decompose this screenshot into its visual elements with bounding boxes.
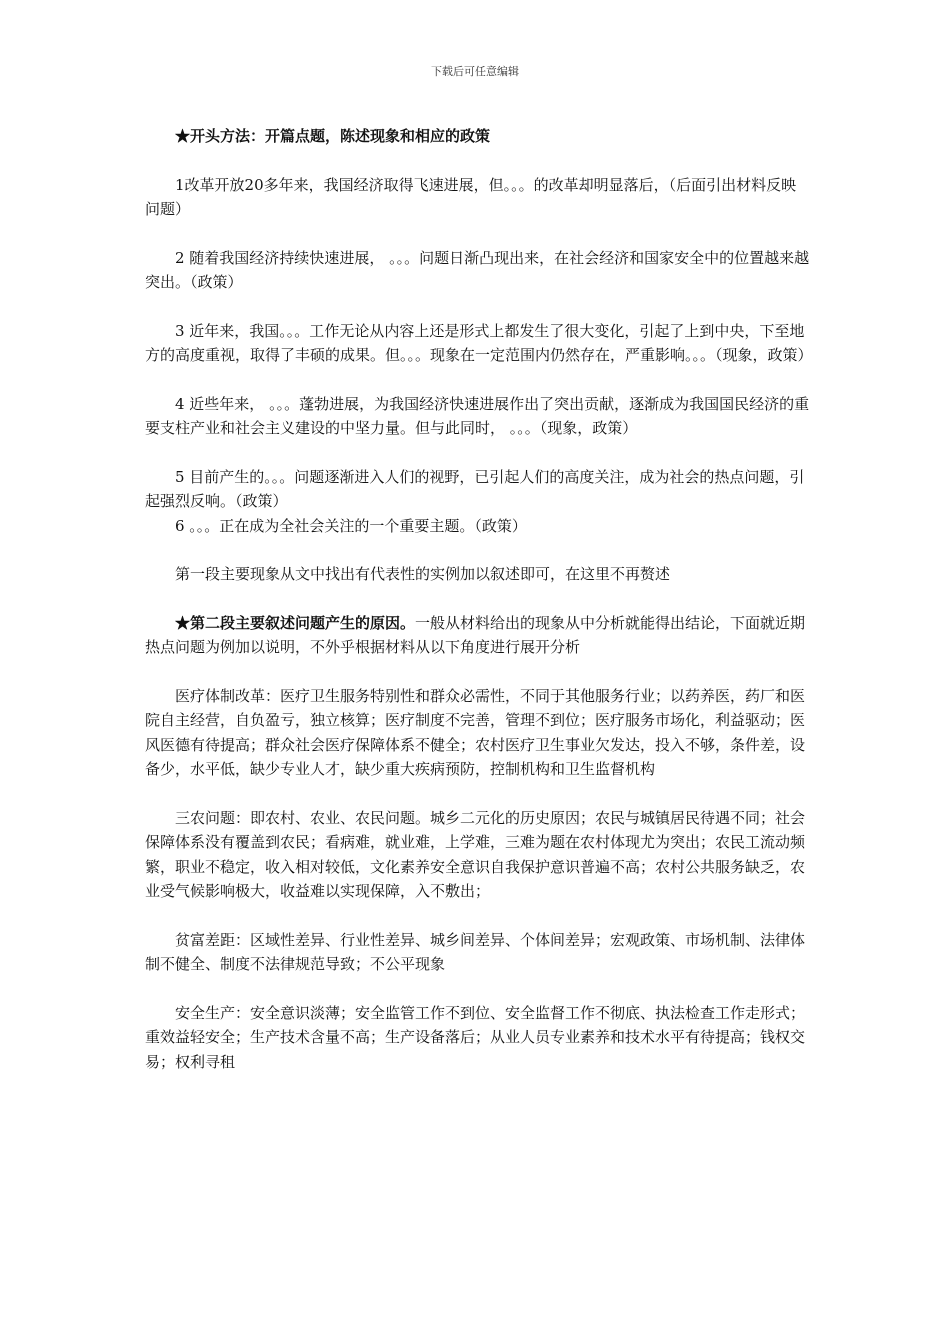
paragraph-text: 第一段主要现象从文中找出有代表性的实例加以叙述即可，在这里不再赘述 — [175, 565, 671, 583]
paragraph-text: 医疗体制改革：医疗卫生服务特别性和群众必需性，不同于其他服务行业；以药养医，药厂和医院自主经营，自负盈亏，独立核算；医疗制度不完善，管理不到位；医疗服务市场化，利益驱动；医风医德有待提高；群众社会医疗保障体系不健全；农村医疗卫生事业欠发达，投入不够，条件差，设备少，水平低，缺少专业人才，缺少重大疾病预防，控制机构和卫生监督机构 — [145, 686, 806, 778]
paragraph-wealth-gap — [145, 928, 810, 977]
paragraph-text: 5 目前产生的。。。问题逐渐进入人们的视野，已引起人们的高度关注，成为社会的热点问题，引起强烈反响。（政策） — [145, 467, 805, 510]
paragraph-example-2 — [145, 246, 810, 295]
paragraph-text: 6 。。。正在成为全社会关注的一个重要主题。（政策） — [175, 516, 527, 535]
paragraph-example-4 — [145, 392, 810, 441]
paragraph-text: 1改革开放20多年来，我国经济取得飞速进展，但。。。的改革却明显落后，（后面引出材料反映问题） — [145, 175, 797, 218]
heading-second-section — [145, 611, 810, 660]
paragraph-first-section-note — [145, 562, 810, 587]
page-header: 下载后可任意编辑 — [431, 65, 519, 78]
document-body — [145, 124, 813, 1074]
paragraph-text: 一般从材料给出的现象从中分析就能得出结论，下面就近期热点问题为例加以说明，不外乎根据材料从以下角度进行展开分析 — [145, 613, 806, 656]
bold-text: ★第二段主要叙述问题产生的原因。 — [175, 613, 416, 632]
paragraph-text: 安全生产：安全意识淡薄；安全监管工作不到位、安全监督工作不彻底、执法检查工作走形式；重效益轻安全；生产技术含量不高；生产设备落后；从业人员专业素养和技术水平有待提高；钱权交易；权利寻租 — [145, 1003, 806, 1071]
paragraph-text: 贫富差距：区域性差异、行业性差异、城乡间差异、个体间差异；宏观政策、市场机制、法律体制不健全、制度不法律规范导致；不公平现象 — [145, 930, 806, 973]
paragraph-text: 三农问题：即农村、农业、农民问题。城乡二元化的历史原因；农民与城镇居民待遇不同；社会保障体系没有覆盖到农民；看病难，就业难，上学难，三难为题在农村体现尤为突出；农民工流动频繁，职业不稳定，收入相对较低，文化素养安全意识自我保护意识普遍不高；农村公共服务缺乏，农业受气候影响极大，收益难以实现保障，入不敷出； — [145, 808, 806, 900]
paragraph-example-1 — [145, 173, 810, 222]
paragraph-text: 3 近年来，我国。。。工作无论从内容上还是形式上都发生了很大变化，引起了上到中央，下至地方的高度重视，取得了丰硕的成果。但。。。现象在一定范围内仍然存在，严重影响。。。（现象，政策） — [145, 321, 813, 364]
paragraph-medical-reform — [145, 684, 810, 782]
paragraph-example-5 — [145, 465, 810, 514]
paragraph-work-safety — [145, 1001, 810, 1075]
paragraph-example-6 — [145, 514, 810, 539]
bold-text: ★开头方法：开篇点题，陈述现象和相应的政策 — [175, 127, 491, 145]
heading-opening-method — [145, 124, 810, 149]
paragraph-text: 2 随着我国经济持续快速进展， 。。。问题日渐凸现出来，在社会经济和国家安全中的位置越来越突出。（政策） — [145, 248, 810, 291]
paragraph-three-rural-issues — [145, 806, 810, 904]
paragraph-text: 4 近些年来， 。。。蓬勃进展，为我国经济快速进展作出了突出贡献，逐渐成为我国国民经济的重要支柱产业和社会主义建设的中坚力量。但与此同时， 。。。（现象，政策） — [145, 394, 810, 437]
paragraph-example-3 — [145, 319, 813, 368]
